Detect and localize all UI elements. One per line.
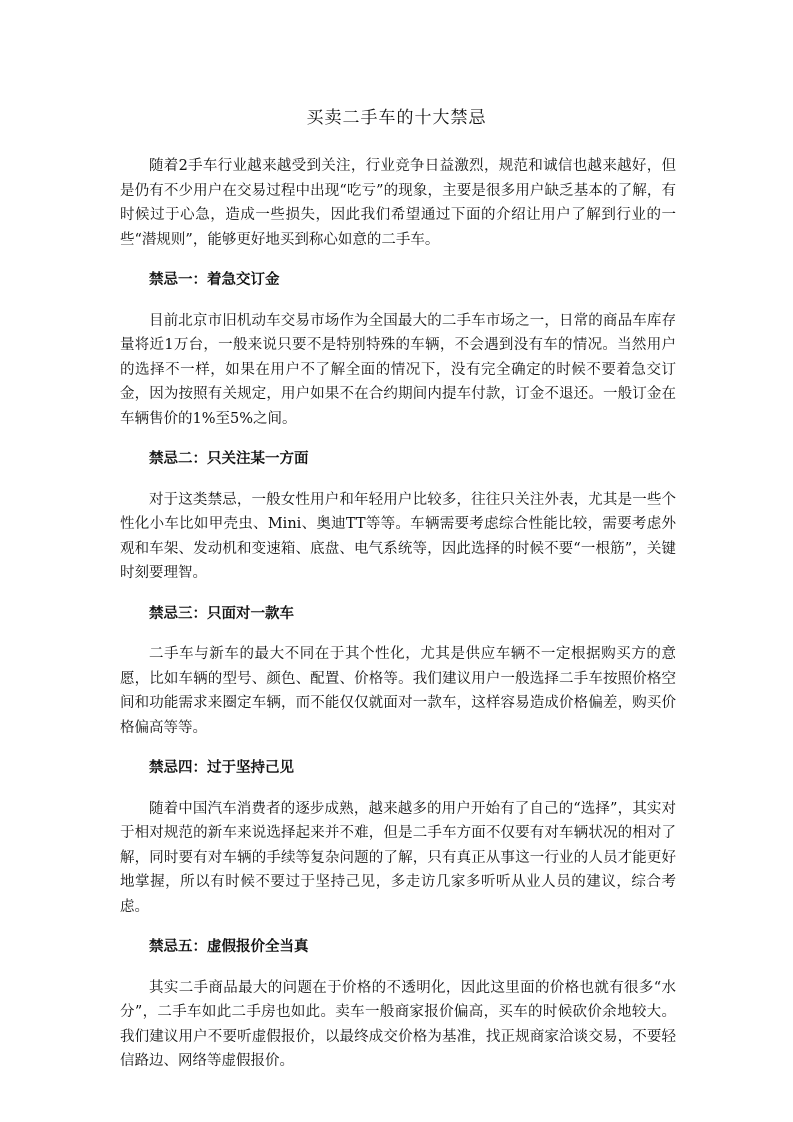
section-body-5: 其实二手商品最大的问题在于价格的不透明化，因此这里面的价格也就有很多“水分”，二手车如此二手房也如此。卖车一般商家报价偏高，买车的时候砍价余地较大。我们建议用户不要听虚假报价，以最终成交价格为基准，找正规商家洽谈交易，不要轻信路边、网络等虚假报价。: [120, 979, 676, 1069]
section-heading-5: 禁忌五：虚假报价全当真: [149, 938, 309, 955]
section-heading-1: 禁忌一：着急交订金: [149, 271, 280, 288]
section-body-2: 对于这类禁忌，一般女性用户和年轻用户比较多，往往只关注外表，尤其是一些个性化小车比如甲壳虫、Mini、奥迪TT等等。车辆需要考虑综合性能比较，需要考虑外观和车架、发动机和变速箱、底盘、电气系统等，因此选择的时候不要“一根筋”，关键时刻要理智。: [120, 491, 676, 581]
intro-paragraph: 随着2手车行业越来越受到关注，行业竞争日益激烈，规范和诚信也越来越好，但是仍有不少用户在交易过程中出现“吃亏”的现象，主要是很多用户缺乏基本的了解，有时候过于心急，造成一些损失，因此我们希望通过下面的介绍让用户了解到行业的一些“潜规则”，能够更好地买到称心如意的二手车。: [120, 158, 676, 248]
section-body-1: 目前北京市旧机动车交易市场作为全国最大的二手车市场之一，日常的商品车库存量将近1万台，一般来说只要不是特别特殊的车辆，不会遇到没有车的情况。当然用户的选择不一样，如果在用户不了解全面的情况下，没有完全确定的时候不要着急交订金，因为按照有关规定，用户如果不在合约期间内提车付款，订金不退还。一般订金在车辆售价的1%至5%之间。: [120, 312, 676, 427]
document-body: [120, 154, 676, 1090]
section-body-4: 随着中国汽车消费者的逐步成熟，越来越多的用户开始有了自己的“选择”，其实对于相对规范的新车来说选择起来并不难，但是二手车方面不仅要有对车辆状况的相对了解，同时要有对车辆的手续等复杂问题的了解，只有真正从事这一行业的人员才能更好地掌握，所以有时候不要过于坚持己见，多走访几家多听听从业人员的建议，综合考虑。: [120, 800, 676, 915]
document-title: 买卖二手车的十大禁忌: [306, 108, 487, 128]
section-body-3: 二手车与新车的最大不同在于其个性化，尤其是供应车辆不一定根据购买方的意愿，比如车辆的型号、颜色、配置、价格等。我们建议用户一般选择二手车按照价格空间和功能需求来圈定车辆，而不能仅仅就面对一款车，这样容易造成价格偏差，购买价格偏高等等。: [120, 646, 676, 736]
section-heading-2: 禁忌二：只关注某一方面: [149, 450, 309, 467]
section-heading-3: 禁忌三：只面对一款车: [149, 604, 294, 622]
section-heading-4: 禁忌四：过于坚持己见: [149, 759, 294, 776]
